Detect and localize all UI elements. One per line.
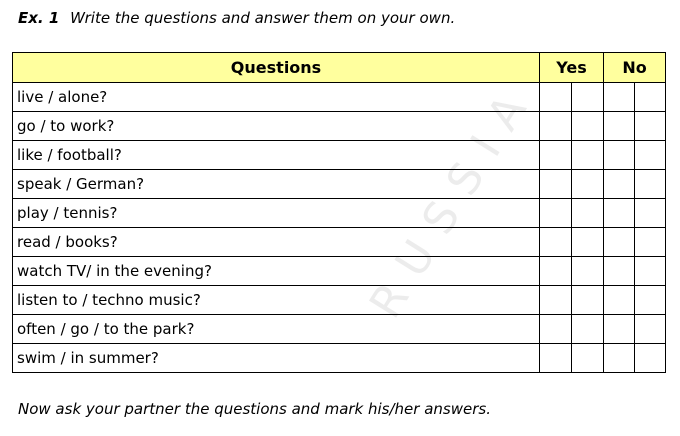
table-row (13, 199, 666, 228)
no-answer-box-2[interactable] (635, 199, 666, 228)
no-column-header: No (604, 53, 666, 83)
question-cell: listen to / techno music? (13, 286, 540, 315)
no-answer-box-2[interactable] (635, 344, 666, 373)
yes-answer-box-1[interactable] (540, 170, 572, 199)
questions-column-header: Questions (13, 53, 540, 83)
table-row (13, 228, 666, 257)
yes-answer-box-1[interactable] (540, 141, 572, 170)
question-cell: swim / in summer? (13, 344, 540, 373)
question-cell: watch TV/ in the evening? (13, 257, 540, 286)
no-answer-box-2[interactable] (635, 170, 666, 199)
yes-answer-box-2[interactable] (572, 170, 604, 199)
yes-answer-box-1[interactable] (540, 228, 572, 257)
table-row (13, 257, 666, 286)
table-row (13, 83, 666, 112)
yes-answer-box-2[interactable] (572, 83, 604, 112)
yes-answer-box-2[interactable] (572, 199, 604, 228)
watermark: RUSSIA (360, 71, 547, 328)
question-cell: speak / German? (13, 170, 540, 199)
yes-answer-box-1[interactable] (540, 315, 572, 344)
no-answer-box-2[interactable] (635, 141, 666, 170)
yes-answer-box-1[interactable] (540, 199, 572, 228)
yes-answer-box-1[interactable] (540, 83, 572, 112)
no-answer-box-1[interactable] (604, 315, 635, 344)
question-cell: live / alone? (13, 83, 540, 112)
yes-answer-box-1[interactable] (540, 286, 572, 315)
no-answer-box-1[interactable] (604, 257, 635, 286)
exercise-instruction-text: Write the questions and answer them on your own. (70, 9, 456, 27)
follow-up-instruction: Now ask your partner the questions and mark his/her answers. (18, 400, 491, 418)
no-answer-box-2[interactable] (635, 286, 666, 315)
yes-answer-box-1[interactable] (540, 257, 572, 286)
yes-answer-box-2[interactable] (572, 286, 604, 315)
table-row (13, 112, 666, 141)
question-cell: often / go / to the park? (13, 315, 540, 344)
no-answer-box-1[interactable] (604, 83, 635, 112)
yes-answer-box-2[interactable] (572, 344, 604, 373)
exercise-instruction (18, 9, 455, 27)
no-answer-box-2[interactable] (635, 228, 666, 257)
yes-answer-box-2[interactable] (572, 141, 604, 170)
table-row (13, 170, 666, 199)
yes-answer-box-2[interactable] (572, 315, 604, 344)
questions-table (12, 52, 666, 373)
table-row (13, 286, 666, 315)
yes-column-header: Yes (540, 53, 604, 83)
no-answer-box-2[interactable] (635, 315, 666, 344)
yes-answer-box-1[interactable] (540, 112, 572, 141)
no-answer-box-1[interactable] (604, 286, 635, 315)
no-answer-box-1[interactable] (604, 228, 635, 257)
yes-answer-box-1[interactable] (540, 344, 572, 373)
table-row (13, 315, 666, 344)
no-answer-box-1[interactable] (604, 199, 635, 228)
no-answer-box-2[interactable] (635, 257, 666, 286)
yes-answer-box-2[interactable] (572, 112, 604, 141)
question-cell: read / books? (13, 228, 540, 257)
yes-answer-box-2[interactable] (572, 228, 604, 257)
table-row (13, 141, 666, 170)
question-cell: like / football? (13, 141, 540, 170)
question-cell: play / tennis? (13, 199, 540, 228)
exercise-label: Ex. 1 (18, 9, 60, 27)
table-row (13, 344, 666, 373)
no-answer-box-2[interactable] (635, 112, 666, 141)
table-header-row (13, 53, 666, 83)
no-answer-box-1[interactable] (604, 344, 635, 373)
question-cell: go / to work? (13, 112, 540, 141)
no-answer-box-1[interactable] (604, 112, 635, 141)
table-body (13, 83, 666, 373)
no-answer-box-1[interactable] (604, 170, 635, 199)
yes-answer-box-2[interactable] (572, 257, 604, 286)
no-answer-box-2[interactable] (635, 83, 666, 112)
no-answer-box-1[interactable] (604, 141, 635, 170)
